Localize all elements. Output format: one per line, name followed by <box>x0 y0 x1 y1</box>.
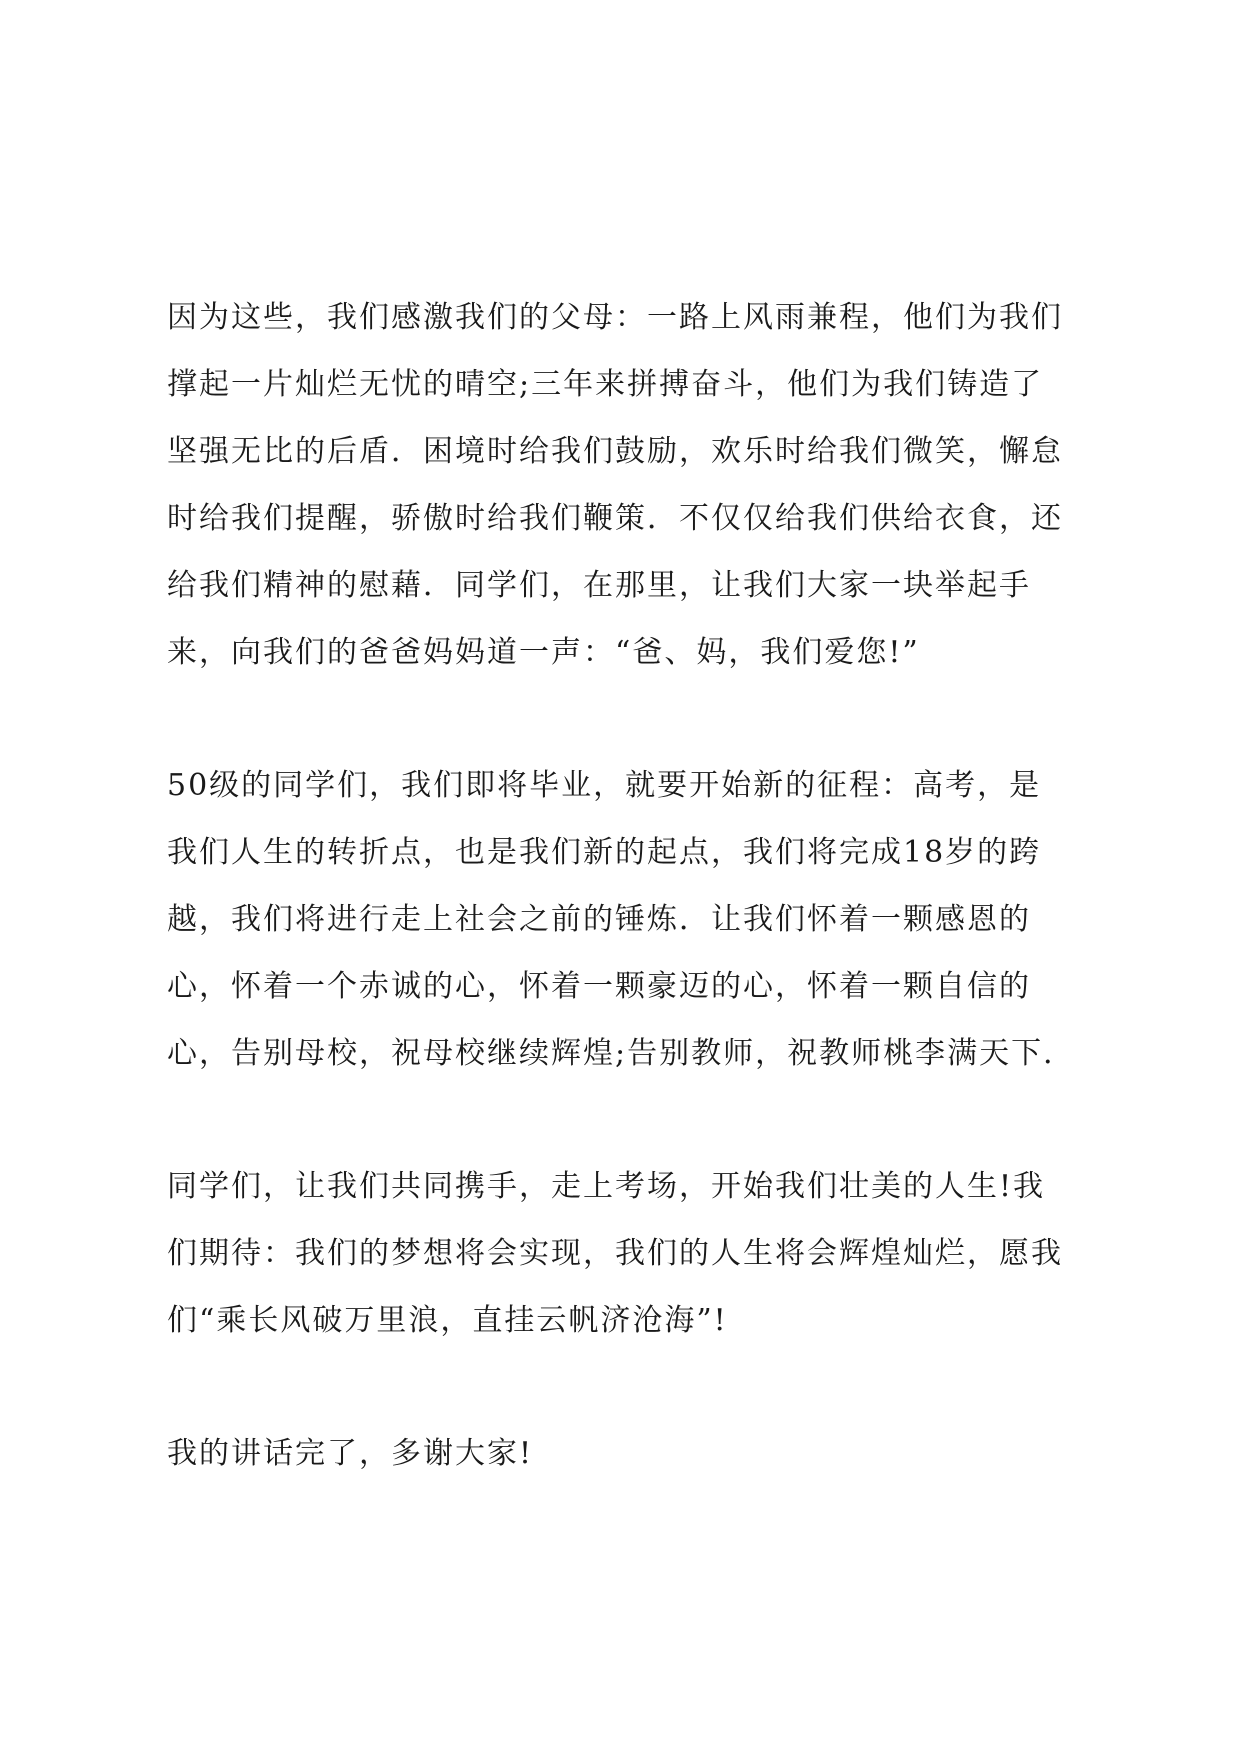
paragraph-line: 时给我们提醒，骄傲时给我们鞭策．不仅仅给我们供给衣食，还 <box>167 501 1063 536</box>
paragraph-closing <box>167 1420 1107 1487</box>
paragraph-line: 撑起一片灿烂无忧的晴空;三年来拼搏奋斗，他们为我们铸造了 <box>167 367 1044 402</box>
paragraph-line: 越，我们将进行走上社会之前的锤炼．让我们怀着一颗感恩的 <box>167 902 1031 937</box>
paragraph-line: 心，告别母校，祝母校继续辉煌;告别教师，祝教师桃李满天下． <box>167 1036 1076 1071</box>
paragraph-line: 因为这些，我们感激我们的父母：一路上风雨兼程，他们为我们 <box>167 300 1063 335</box>
paragraph-graduation <box>167 752 1107 1087</box>
paragraph-line: 我们人生的转折点，也是我们新的起点，我们将完成18岁的跨 <box>167 835 1042 870</box>
paragraph-spacer <box>167 1354 1107 1420</box>
paragraph-line: 坚强无比的后盾．困境时给我们鼓励，欢乐时给我们微笑，懈怠 <box>167 434 1063 469</box>
paragraph-line: 来，向我们的爸爸妈妈道一声：“爸、妈，我们爱您!” <box>167 635 920 670</box>
paragraph-exam-encouragement <box>167 1153 1107 1354</box>
paragraph-spacer <box>167 1087 1107 1153</box>
paragraph-line: 心，怀着一个赤诚的心，怀着一颗豪迈的心，怀着一颗自信的 <box>167 969 1031 1004</box>
paragraph-line: 们“乘长风破万里浪，直挂云帆济沧海”! <box>167 1303 728 1338</box>
paragraph-line: 同学们，让我们共同携手，走上考场，开始我们壮美的人生!我 <box>167 1169 1046 1204</box>
paragraph-line: 给我们精神的慰藉．同学们，在那里，让我们大家一块举起手 <box>167 568 1031 603</box>
paragraph-parents-gratitude <box>167 284 1107 686</box>
paragraph-line: 50级的同学们，我们即将毕业，就要开始新的征程：高考，是 <box>167 768 1042 803</box>
paragraph-spacer <box>167 686 1107 752</box>
paragraph-line: 们期待：我们的梦想将会实现，我们的人生将会辉煌灿烂，愿我 <box>167 1236 1063 1271</box>
paragraph-line: 我的讲话完了，多谢大家! <box>167 1436 534 1471</box>
document-body <box>167 284 1107 1487</box>
